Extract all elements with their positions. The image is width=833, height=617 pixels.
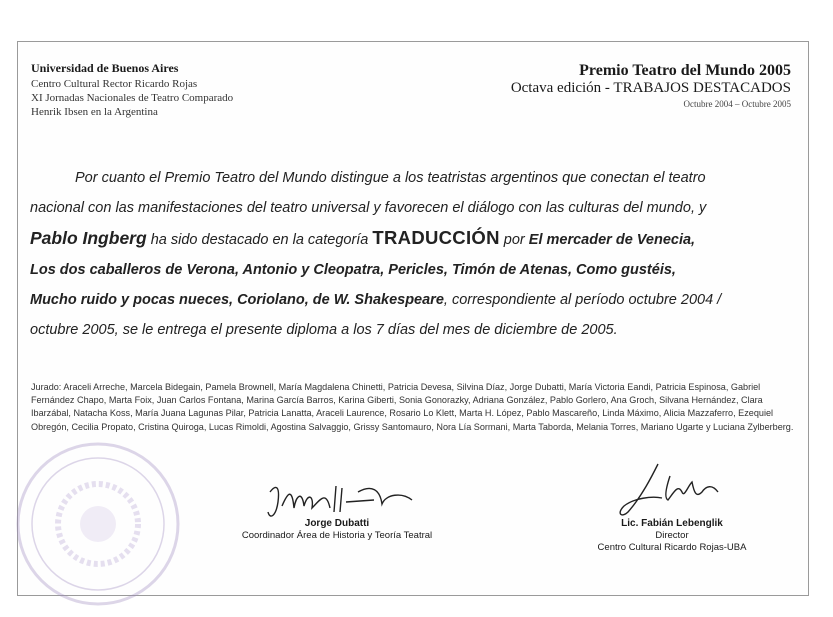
citation-line-3	[30, 223, 800, 255]
citation-line-5	[30, 285, 800, 315]
citation-text-c: , correspondiente al período octubre 2004 /	[443, 292, 722, 308]
award-category: TRADUCCIÓN	[372, 227, 500, 248]
university-seal-watermark	[14, 440, 182, 608]
prize-title: Premio Teatro del Mundo 2005	[579, 62, 791, 79]
cultural-center: Centro Cultural Rector Ricardo Rojas	[31, 77, 198, 90]
signature-block-left	[232, 518, 442, 542]
signatory-name: Lic. Fabián Lebenglik	[621, 518, 723, 529]
conference-subtitle: Henrik Ibsen en la Argentina	[31, 106, 158, 119]
signature-dubatti	[262, 482, 422, 522]
signatory-title: Coordinador Área de Historia y Teoría Teatral	[241, 530, 433, 541]
signature-lebenglik	[612, 462, 742, 518]
citation-line-2: nacional con las manifestaciones del teatro universal y favorecen el diálogo con las culturas del mundo, y	[30, 200, 707, 216]
works-list-2: Los dos caballeros de Verona, Antonio y Cleopatra, Pericles, Timón de Atenas, Como gustéis,	[30, 262, 676, 278]
prize-header	[511, 61, 791, 109]
citation-text	[30, 163, 800, 345]
jury-list: Jurado: Araceli Arreche, Marcela Bidegain, Pamela Brownell, María Magdalena Chinetti, Patricia Devesa, Silvina Díaz, Jorge Dubatti, María Victoria Eandi, Patricia Espinosa, Gabriel Fernández Chapo, Marta Foix, Juan Carlos Fontana, Marina García Barros, Karina Giberti, Sonia Gonorazky, Adriana González, Pablo Gorlero, Ana Groch, Silvana Hernández, Clara Ibarzábal, Natacha Koss, María Juana Lagunas Pilar, Patricia Lanatta, Araceli Laurence, Rosario Lo Klett, Marta H. López, Pablo Mascareño, Linda Máximo, Alicia Mazzaferro, Ezequiel Obregón, Cecilia Propato, Cristina Quiroga, Lucas Rimoldi, Agostina Salvaggio, Grissy Santomauro, Nora Lía Sormani, Marta Taborda, Melania Torres, Mariano Ugarte y Luciana Zylberberg.	[31, 382, 794, 432]
citation-line-1: Por cuanto el Premio Teatro del Mundo distingue a los teatristas argentinos que conectan el teatro	[75, 170, 706, 186]
prize-edition: Octava edición - TRABAJOS DESTACADOS	[510, 80, 791, 97]
citation-text-b: por	[499, 232, 529, 248]
works-list-3: Mucho ruido y pocas nueces, Coriolano, de W. Shakespeare	[30, 292, 444, 308]
honoree-name: Pablo Ingberg	[30, 228, 147, 248]
signatory-name: Jorge Dubatti	[304, 518, 370, 529]
signature-block-right	[586, 518, 758, 554]
prize-period: Octubre 2004 – Octubre 2005	[683, 99, 791, 110]
citation-line-6: octubre 2005, se le entrega el presente diploma a los 7 días del mes de diciembre de 2005.	[30, 322, 618, 338]
conference-name: XI Jornadas Nacionales de Teatro Comparado	[31, 91, 234, 104]
university-name: Universidad de Buenos Aires	[31, 61, 179, 75]
signatory-title: Director	[655, 530, 689, 541]
signatory-organization: Centro Cultural Ricardo Rojas-UBA	[597, 542, 747, 553]
citation-text-a: ha sido destacado en la categoría	[146, 232, 373, 248]
institution-header	[31, 61, 233, 119]
works-list-1: El mercader de Venecia,	[528, 232, 696, 248]
